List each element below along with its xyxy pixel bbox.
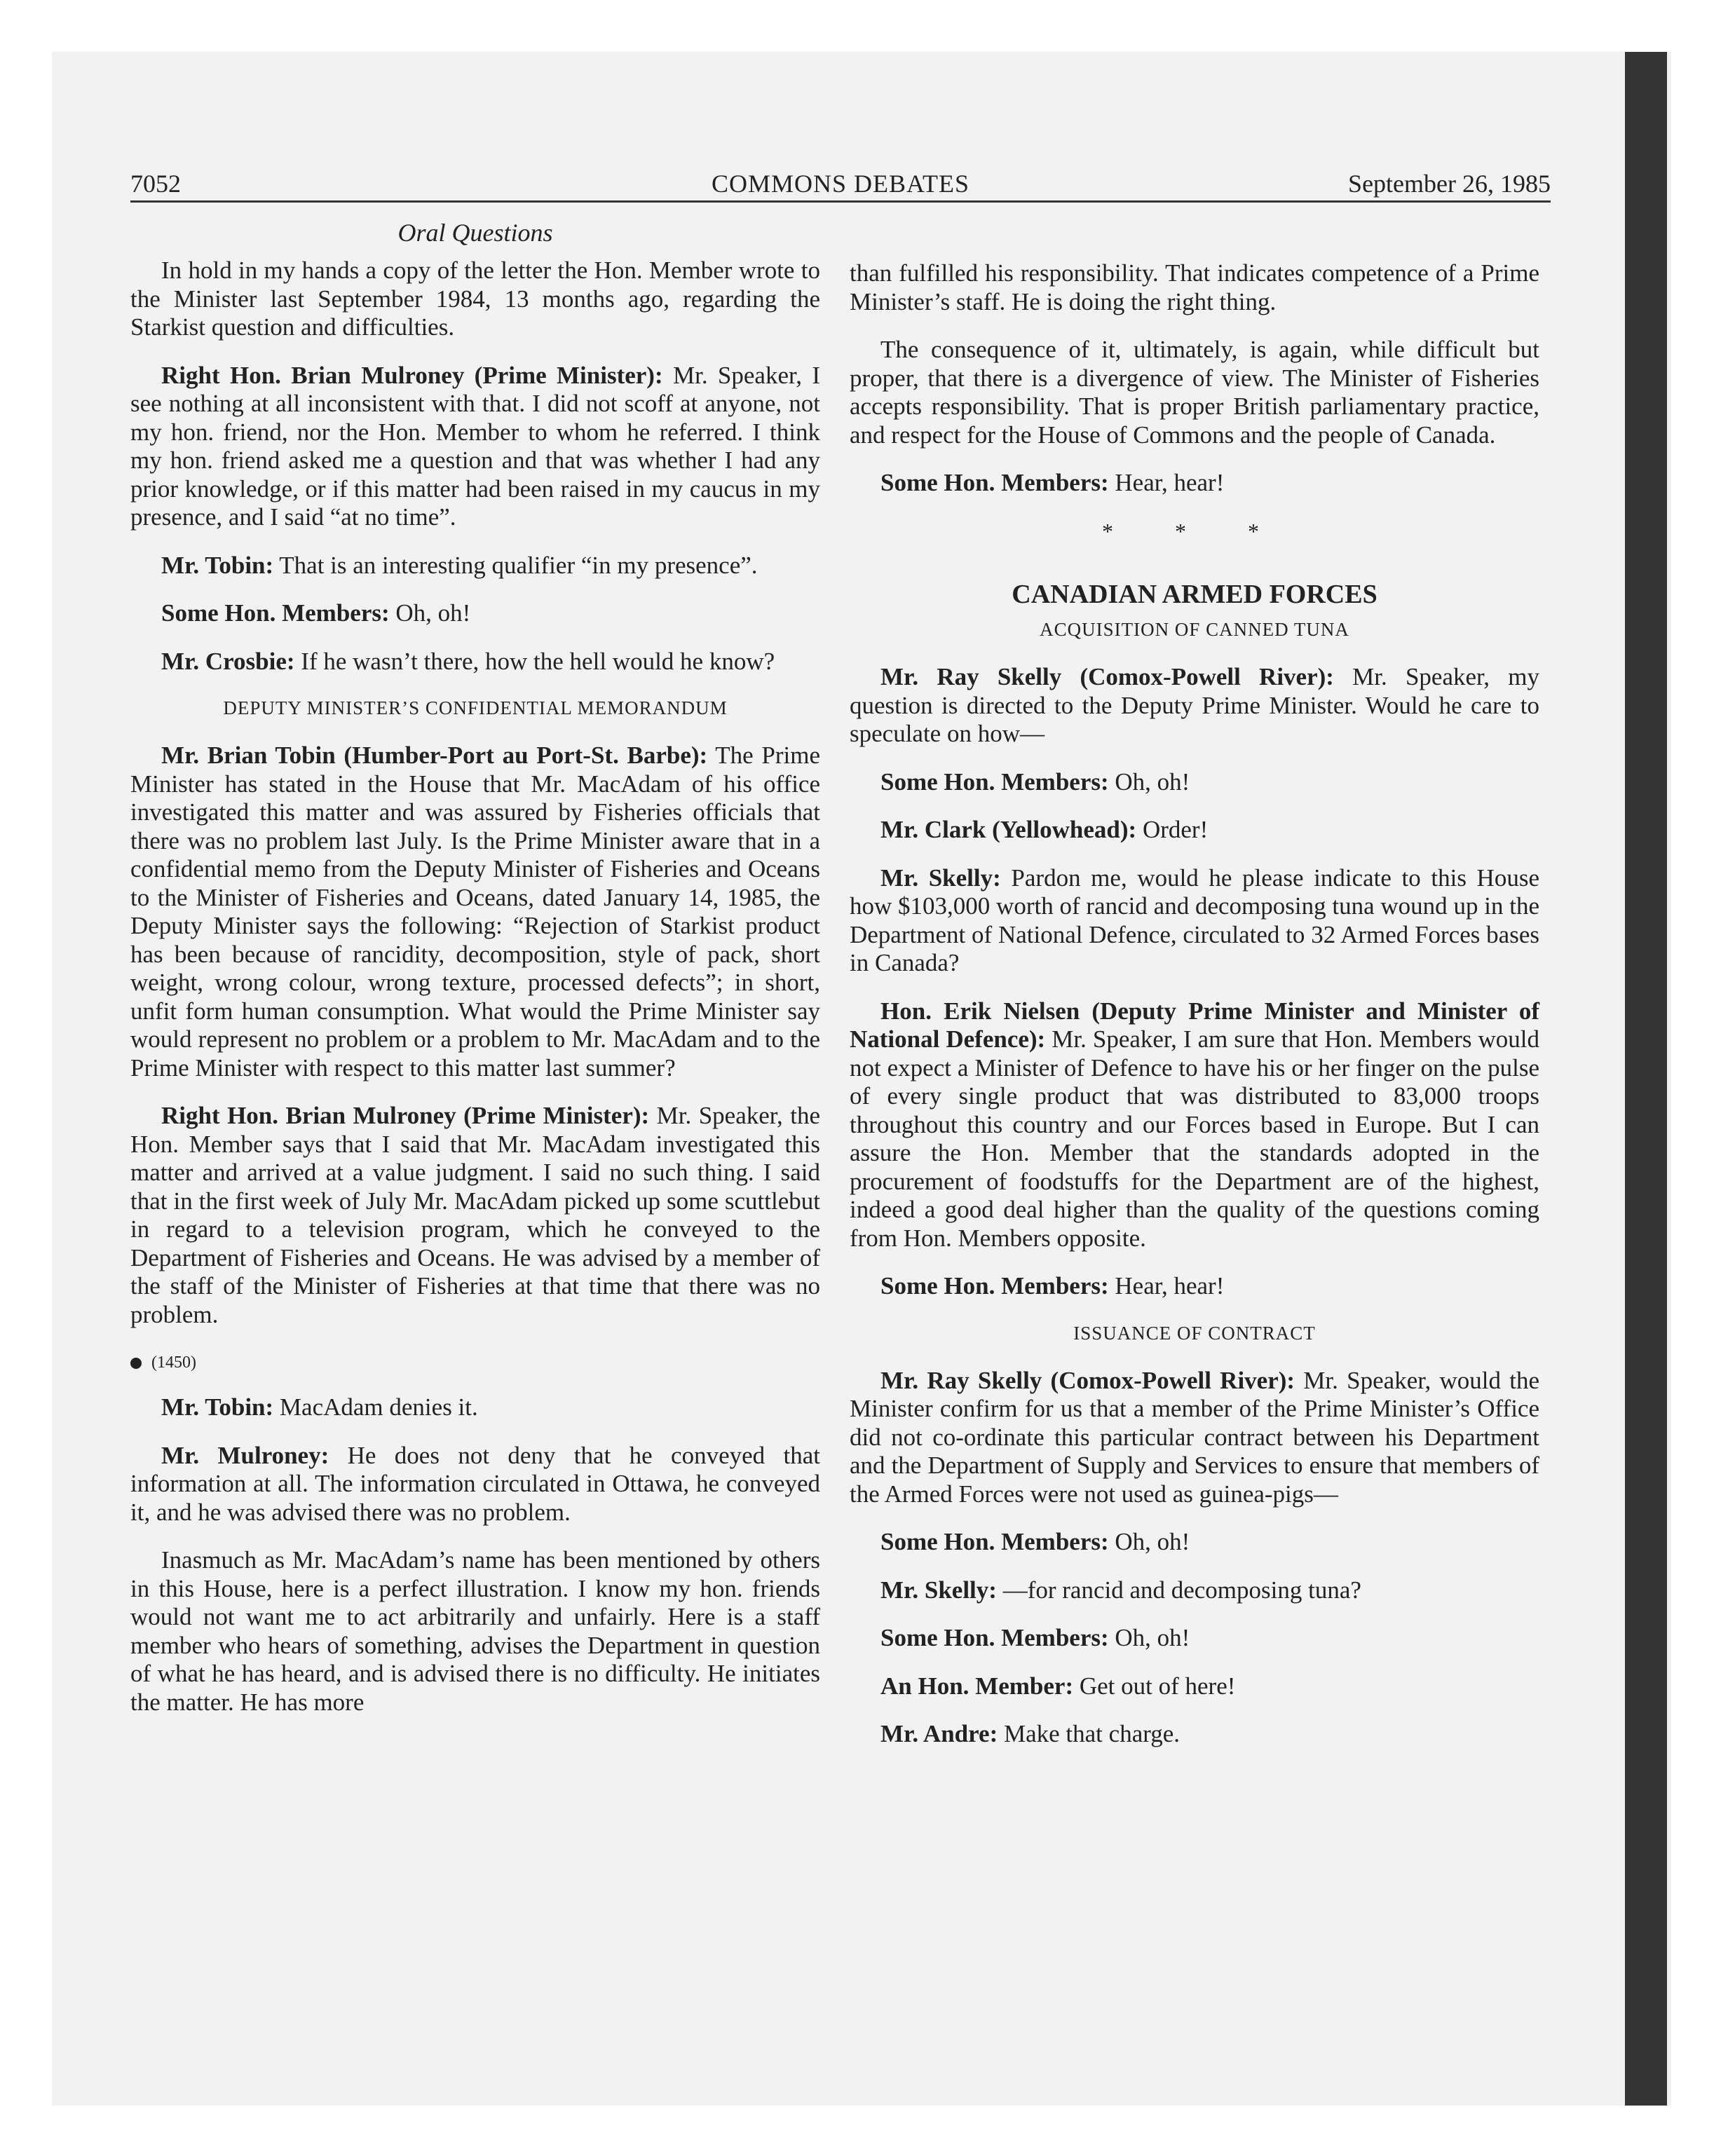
speaker: Mr. Tobin: [161,551,274,579]
paragraph [130,1442,820,1527]
paragraph [850,1272,1539,1301]
speaker: Some Hon. Members: [880,1624,1109,1651]
speech: Mr. Speaker, would the Minister confirm for us that a member of the Prime Minister’s Office did not co-ordinate this particular contract between his Department and the Department of Supply and Services to ensure that members of the Armed Forces were not used as guinea-pigs— [850,1366,1539,1508]
speech: Oh, oh! [389,599,471,627]
speech: Mr. Speaker, my question is directed to the Deputy Prime Minister. Would he care to speculate on how— [850,663,1539,747]
speaker: Mr. Andre: [880,1720,998,1747]
paragraph [850,997,1539,1253]
speech: Oh, oh! [1108,1624,1190,1651]
subheading: ACQUISITION OF CANNED TUNA [1040,619,1349,640]
speaker: An Hon. Member: [880,1672,1074,1700]
left-column [130,217,820,1736]
speaker: Mr. Crosbie: [161,647,295,675]
paragraph [850,816,1539,845]
speaker: Hon. Erik Nielsen (Deputy Prime Minister and Minister of National Defence): [850,997,1539,1053]
speech: Mr. Speaker, I am sure that Hon. Members would not expect a Minister of Defence to have his or her finger on the pulse of every single product that was distributed to 83,000 troops throughout this country and our Forces based in Europe. But I can assure the Hon. Member that the standards adopted in the procurement of foodstuffs for the Department are of the highest, indeed a good deal higher than the quality of the questions coming from Hon. Members opposite. [850,1025,1539,1252]
paragraph [850,1672,1539,1701]
speech: Hear, hear! [1108,469,1225,496]
scan-edge [1625,52,1667,2106]
speech: Mr. Speaker, the Hon. Member says that I said that Mr. MacAdam investigated this matter and arrived at a value judgment. I said no such thing. I said that in the first week of July Mr. MacAdam picked up some scuttlebut in regard to a television program, which he conveyed to the Department of Fisheries and Oceans. He was advised by a member of the staff of the Minister of Fisheries at that time that there was no problem. [130,1102,820,1328]
paragraph: Inasmuch as Mr. MacAdam’s name has been mentioned by others in this House, here is a perfect illustration. I know my hon. friends would not want me to act arbitrarily and unfairly. Here is a staff member who hears of something, advises the Department in question of what he has heard, and is advised there is no difficulty. He initiates the matter. He has more [130,1546,820,1716]
speech: Pardon me, would he please indicate to this House how $103,000 worth of rancid and decomposing tuna wound up in the Department of National Defence, circulated to 32 Armed Forces bases in Canada? [850,864,1539,976]
right-column [850,259,1539,1768]
page-number: 7052 [130,170,181,198]
speaker: Mr. Tobin: [161,1393,274,1421]
speaker: Mr. Ray Skelly (Comox-Powell River): [880,1366,1295,1394]
subheading: ISSUANCE OF CONTRACT [1073,1322,1316,1344]
speaker: Some Hon. Members: [880,1528,1109,1555]
speaker: Mr. Brian Tobin (Humber-Port au Port-St. Barbe): [161,742,708,769]
paragraph [130,648,820,676]
paragraph: than fulfilled his responsibility. That indicates competence of a Prime Minister’s staff. He is doing the right thing. [850,259,1539,315]
paragraph [850,768,1539,797]
speech: That is an interesting qualifier “in my presence”. [273,551,758,579]
bullet-icon [130,1358,142,1369]
time-label: (1450) [151,1353,196,1372]
paragraph [130,552,820,580]
paragraph [850,469,1539,498]
main-heading: CANADIAN ARMED FORCES [1012,580,1377,609]
speaker: Mr. Skelly: [880,864,1001,892]
publication-title: COMMONS DEBATES [711,170,970,198]
paragraph [850,1528,1539,1557]
paragraph [130,1393,820,1422]
speaker: Some Hon. Members: [880,469,1109,496]
speech: Oh, oh! [1108,767,1190,796]
speech: If he wasn’t there, how the hell would he know? [294,647,775,675]
speech: Mr. Speaker, I see nothing at all inconsistent with that. I did not scoff at anyone, not my hon. friend, nor the Hon. Member to whom he referred. I think my hon. friend asked me a question and that was whether I had any prior knowledge, or if this matter had been raised in my caucus in my presence, and I said “at no time”. [130,361,821,531]
paragraph [130,362,820,532]
speaker: Mr. Ray Skelly (Comox-Powell River): [880,663,1334,690]
speaker: Mr. Mulroney: [161,1441,329,1469]
paragraph [130,742,820,1082]
speaker: Right Hon. Brian Mulroney (Prime Minister): [161,1102,650,1129]
speaker: Mr. Clark (Yellowhead): [880,816,1137,843]
speech: MacAdam denies it. [273,1393,478,1421]
paragraph [850,1576,1539,1605]
speech: He does not deny that he conveyed that information at all. The information circulated in Ottawa, he conveyed it, and he was advised there was no problem. [130,1441,820,1526]
paragraph: In hold in my hands a copy of the letter the Hon. Member wrote to the Minister last September 1984, 13 months ago, regarding the Starkist question and difficulties. [130,257,820,341]
paragraph [130,1102,820,1329]
page-date: September 26, 1985 [1348,170,1551,198]
paragraph [850,864,1539,978]
speaker: Some Hon. Members: [880,1272,1109,1299]
speech: Order! [1136,816,1209,843]
section-title: Oral Questions [397,219,553,247]
paragraph [130,599,820,628]
speech: Hear, hear! [1108,1272,1225,1299]
section-separator: * * * [1102,518,1287,544]
speaker: Some Hon. Members: [880,767,1109,796]
page-header [130,167,1551,203]
paragraph [850,1720,1539,1749]
speaker: Some Hon. Members: [161,599,390,627]
subheading: DEPUTY MINISTER’S CONFIDENTIAL MEMORANDUM [223,697,728,718]
speech: The Prime Minister has stated in the House that Mr. MacAdam of his office investigated this matter and was assured by Fisheries officials that there was no problem last July. Is the Prime Minister aware that in a confidential memo from the Deputy Minister of Fisheries and Oceans to the Minister of Fisheries and Oceans, dated January 14, 1985, the Deputy Minister says the following: “Rejection of Starkist product has been because of rancidity, decomposition, style of pack, short weight, wrong colour, wrong texture, processed defects”; in short, unfit form human consumption. What would the Prime Minister say would represent no problem or a problem to Mr. MacAdam and to the Prime Minister with respect to this matter last summer? [130,742,820,1082]
paragraph [850,1624,1539,1653]
speaker: Right Hon. Brian Mulroney (Prime Minister): [161,361,663,389]
speech: Get out of here! [1073,1672,1236,1700]
paragraph: The consequence of it, ultimately, is again, while difficult but proper, that there is a divergence of view. The Minister of Fisheries accepts responsibility. That is proper British parliamentary practice, and respect for the House of Commons and the people of Canada. [850,336,1539,449]
speech: Oh, oh! [1108,1528,1190,1555]
paragraph [850,1367,1539,1509]
speech: —for rancid and decomposing tuna? [996,1576,1361,1604]
paragraph [850,663,1539,749]
time-marker [130,1349,820,1377]
speech: Make that charge. [998,1720,1181,1747]
speaker: Mr. Skelly: [880,1576,997,1604]
